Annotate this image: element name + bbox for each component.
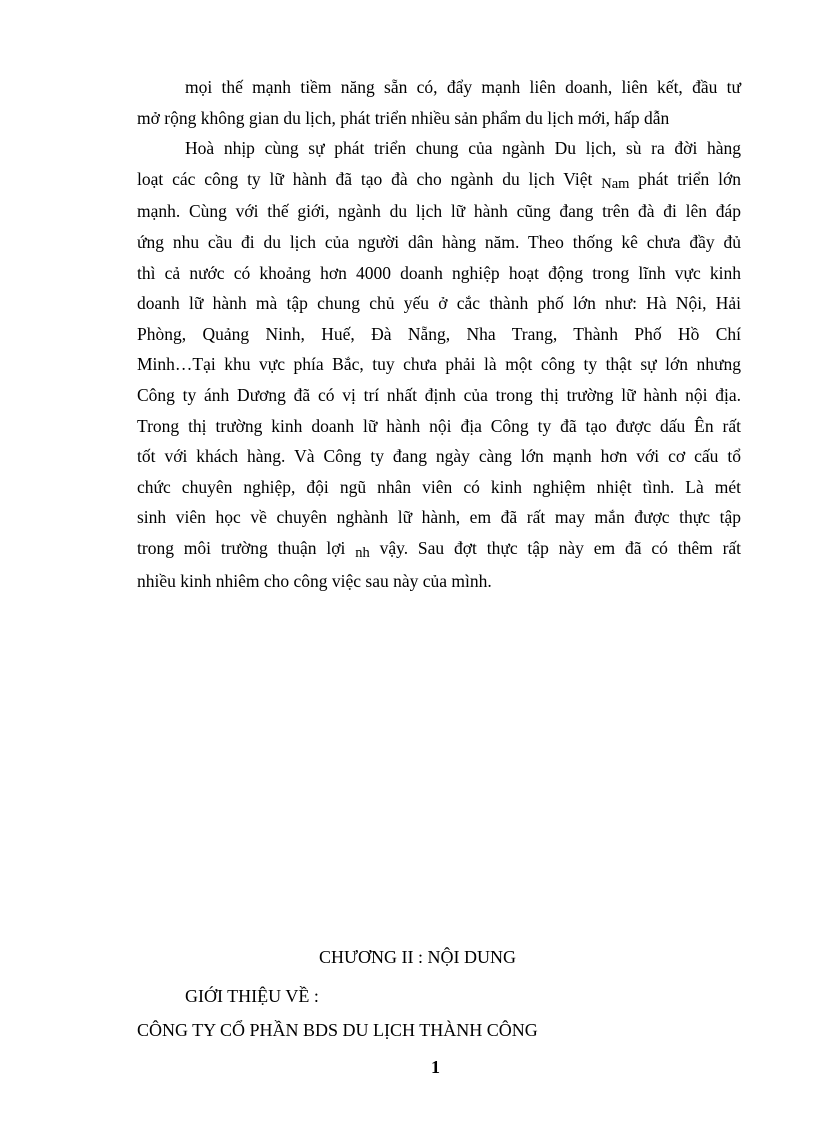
paragraph-line: mọi thế mạnh tiềm năng sẵn có, đẩy mạnh liên doanh, liên kết, đầu tư	[185, 77, 741, 97]
company-heading: CÔNG TY CỔ PHẦN BDS DU LỊCH THÀNH CÔNG	[137, 1020, 538, 1040]
paragraph-line: Công ty ánh Dương đã có vị trí nhất định của trong thị trường lữ hành nội địa.	[137, 384, 741, 405]
paragraph-line: doanh lữ hành mà tập chung chủ yếu ở cắc thành phố lớn như: Hà Nội, Hải	[137, 293, 741, 314]
chapter-heading: CHƯƠNG II : NỘI DUNG	[319, 947, 516, 967]
text-fragment: vậy. Sau đợt thực tập này em đã có thêm rất	[379, 537, 742, 558]
paragraph-line: thì cả nước có khoảng hơn 4000 doanh nghiệp hoạt động trong lĩnh vực kinh	[137, 262, 741, 283]
text-fragment-small: nh	[355, 544, 370, 561]
paragraph-line: Phòng, Quảng Ninh, Huế, Đà Nẵng, Nha Trang, Thành Phố Hồ Chí	[137, 323, 741, 344]
paragraph-line: mở rộng không gian du lịch, phát triển nhiều sản phẩm du lịch mới, hấp dẫn	[137, 107, 670, 128]
text-fragment: trong môi trường thuận lợi	[137, 537, 346, 558]
body-text	[137, 72, 741, 596]
paragraph-line: Minh…Tại khu vực phía Bắc, tuy chưa phải là một công ty thật sự lớn nhưng	[137, 354, 741, 375]
paragraph-line: chức chuyên nghiệp, đội ngũ nhân viên có kinh nghiệm nhiệt tình. Là mét	[137, 476, 741, 497]
intro-heading: GIỚI THIỆU VỀ :	[185, 986, 319, 1006]
paragraph-line	[137, 533, 741, 566]
text-fragment: phát triển lớn	[638, 168, 741, 189]
paragraph-line: tốt với khách hàng. Và Công ty đang ngày càng lớn mạnh hơn với cơ cấu tổ	[137, 446, 741, 467]
paragraph-line: sinh viên học về chuyên nghành lữ hành, em đã rất may mắn được thực tập	[137, 507, 741, 528]
text-fragment-small: Nam	[601, 175, 630, 192]
paragraph-line: Trong thị trường kinh doanh lữ hành nội địa Công ty đã tạo được dấu Ên rất	[137, 415, 741, 436]
text-fragment: loạt các công ty lữ hành đã tạo đà cho ngành du lịch Việt	[137, 168, 593, 189]
paragraph-line: nhiều kinh nhiêm cho công việc sau này của mình.	[137, 570, 492, 591]
paragraph-line	[137, 164, 741, 197]
paragraph-line: mạnh. Cùng với thế giới, ngành du lịch lữ hành cũng đang trên đà đi lên đáp	[137, 201, 741, 222]
paragraph-line: Hoà nhịp cùng sự phát triển chung của ngành Du lịch, sù ra đời hàng	[185, 138, 741, 159]
page-number: 1	[431, 1057, 440, 1077]
paragraph-line: ứng nhu cầu đi du lịch của người dân hàng năm. Theo thống kê chưa đầy đủ	[137, 231, 741, 252]
